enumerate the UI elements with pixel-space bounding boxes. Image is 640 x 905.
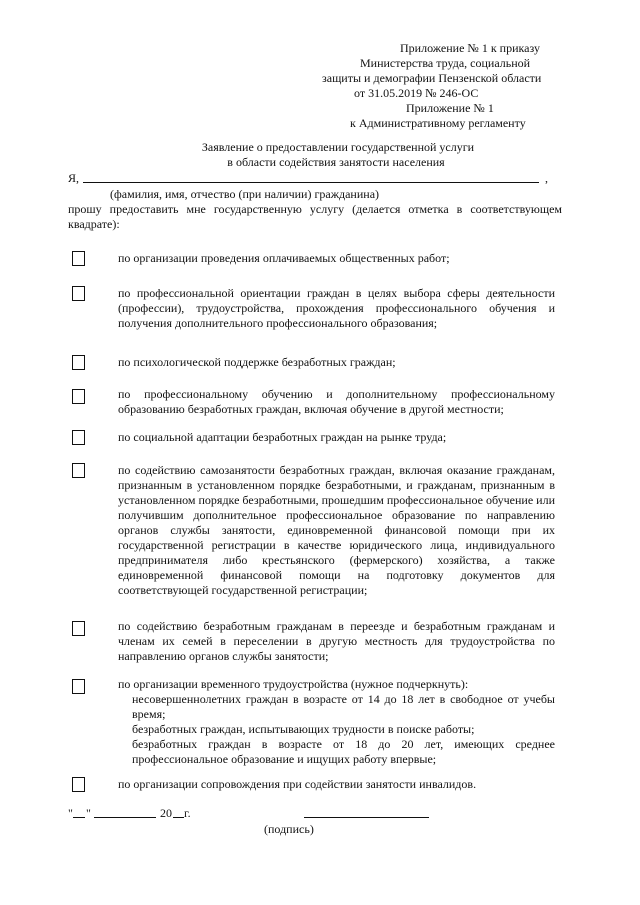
option-text: по содействию самозанятости безработных граждан, включая оказание гражданам, признанным в установленном порядке безработными, и гражданам, признанным в установленном порядке безработными, прошедшим профессиональное обучение или получившим дополнительное профессиональное образование по направлению органов службы занятости, единовременной финансовой помощи при их государственной регистрации в качестве юридического лица, индивидуального предпринимателя либо крестьянского (фермерского) хозяйства, а также единовременной финансовой помощи на подготовку документов для соответствующей государственной регистрации; <box>118 463 555 597</box>
option-checkbox[interactable] <box>72 286 85 301</box>
option-text: по организации сопровождения при содействии занятости инвалидов. <box>118 777 477 791</box>
title-line: в области содействия занятости населения <box>227 155 445 169</box>
header-line: Приложение № 1 <box>406 101 494 115</box>
year-suffix: г. <box>184 806 191 820</box>
option-text: по содействию безработным гражданам в переезде и безработным гражданам и членам их семей в переселении в другую местность для трудоустройства по направлению органов службы занятости; <box>118 619 555 663</box>
option-checkbox[interactable] <box>72 389 85 404</box>
request-intro: прошу предоставить мне государственную услугу (делается отметка в соответствующем квадрате): <box>68 202 562 231</box>
document-title <box>0 140 640 170</box>
signature-field[interactable] <box>304 817 429 818</box>
option-subitem: безработных граждан, испытывающих трудности в поиске работы; <box>132 722 475 736</box>
header-line: защиты и демографии Пензенской области <box>322 71 542 85</box>
title-line: Заявление о предоставлении государственной услуги <box>201 140 475 154</box>
year-field[interactable] <box>173 817 184 818</box>
header-line: Министерства труда, социальной <box>360 56 531 70</box>
applicant-comma: , <box>545 171 548 185</box>
date-signature-row <box>68 806 448 821</box>
option-text: по профессиональному обучению и дополнительному профессиональному образованию безработных граждан, включая обучение в другой местности; <box>118 387 555 416</box>
option-checkbox[interactable] <box>72 463 85 478</box>
option-subitem: несовершеннолетних граждан в возрасте от 14 до 18 лет в свободное от учебы время; <box>132 692 555 721</box>
option-subitem: безработных граждан в возрасте от 18 до 20 лет, имеющих среднее профессиональное образование и ищущих работу впервые; <box>132 737 555 766</box>
date-quote-open: " <box>68 806 73 820</box>
option-checkbox[interactable] <box>72 621 85 636</box>
option-checkbox[interactable] <box>72 777 85 792</box>
applicant-name-hint: (фамилия, имя, отчество (при наличии) гражданина) <box>110 187 380 201</box>
month-field[interactable] <box>94 817 156 818</box>
date-quote-close: " <box>86 806 91 820</box>
option-text <box>118 677 555 767</box>
header-line: к Административному регламенту <box>350 116 526 130</box>
option-checkbox[interactable] <box>72 679 85 694</box>
year-prefix: 20 <box>160 806 172 820</box>
option-text: по психологической поддержке безработных граждан; <box>118 355 396 369</box>
option-checkbox[interactable] <box>72 355 85 370</box>
option-checkbox[interactable] <box>72 430 85 445</box>
applicant-prefix: Я, <box>68 171 80 185</box>
option-text: по организации проведения оплачиваемых общественных работ; <box>118 251 450 265</box>
applicant-name-field[interactable] <box>83 182 539 183</box>
day-field[interactable] <box>73 817 85 818</box>
option-text: по социальной адаптации безработных граждан на рынке труда; <box>118 430 447 444</box>
applicant-name-row <box>68 171 548 186</box>
option-text: по профессиональной ориентации граждан в целях выбора сферы деятельности (профессии), трудоустройства, прохождения профессионального обучения и получения дополнительного профессионального образования; <box>118 286 555 330</box>
option-main-text: по организации временного трудоустройства (нужное подчеркнуть): <box>118 677 469 691</box>
option-checkbox[interactable] <box>72 251 85 266</box>
appendix-header <box>288 41 588 131</box>
signature-hint: (подпись) <box>264 822 314 836</box>
header-line: от 31.05.2019 № 246-ОС <box>354 86 479 100</box>
header-line: Приложение № 1 к приказу <box>400 41 540 55</box>
